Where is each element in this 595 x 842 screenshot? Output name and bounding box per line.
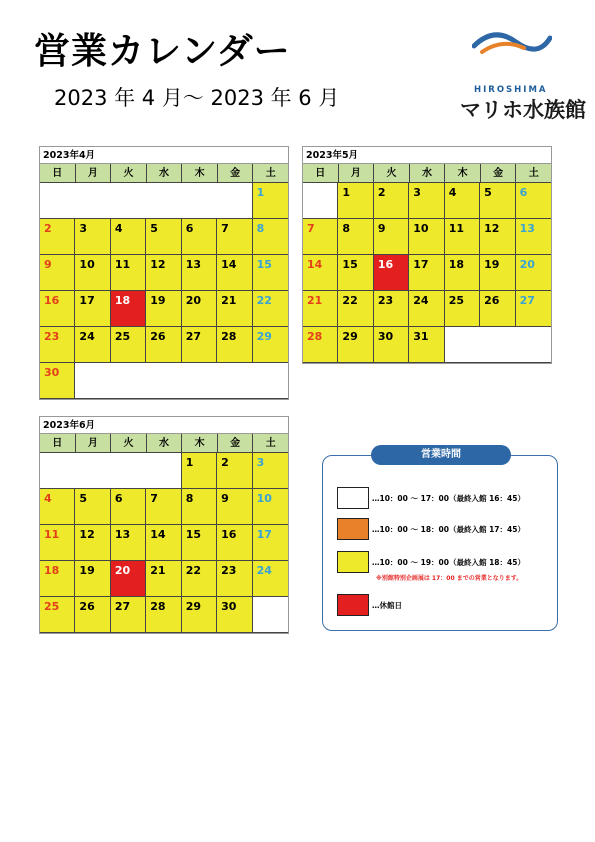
empty-cell — [445, 327, 551, 363]
day-cell: 7 — [146, 489, 181, 525]
weekday-label: 金 — [218, 434, 254, 453]
day-cell: 27 — [182, 327, 217, 363]
calendar-title: 2023年6月 — [40, 417, 288, 434]
day-cell: 10 — [253, 489, 288, 525]
day-cell: 27 — [516, 291, 551, 327]
day-cell: 4 — [445, 183, 480, 219]
day-cell: 24 — [75, 327, 110, 363]
day-cell: 15 — [338, 255, 373, 291]
day-cell: 7 — [217, 219, 252, 255]
day-cell: 23 — [374, 291, 409, 327]
day-cell: 22 — [338, 291, 373, 327]
day-cell: 3 — [253, 453, 288, 489]
logo-subtitle: HIROSHIMA — [474, 85, 548, 95]
day-cell: 23 — [40, 327, 75, 363]
logo-name: マリホ水族館 — [460, 98, 586, 122]
legend-text: …10：00 ～ 18：00（最終入館 17：45） — [372, 524, 525, 534]
calendar-april — [39, 146, 289, 400]
page-title: 営業カレンダー — [34, 31, 291, 72]
day-cell: 8 — [253, 219, 288, 255]
day-cell: 12 — [480, 219, 515, 255]
day-cell: 11 — [445, 219, 480, 255]
weekday-label: 月 — [76, 434, 112, 453]
weekday-label: 土 — [253, 434, 288, 453]
day-cell: 14 — [146, 525, 181, 561]
day-cell: 26 — [480, 291, 515, 327]
day-cell: 9 — [217, 489, 252, 525]
weekday-label: 土 — [516, 164, 551, 183]
day-cell: 2 — [40, 219, 75, 255]
day-cell: 21 — [217, 291, 252, 327]
weekday-label: 月 — [339, 164, 375, 183]
day-cell: 5 — [480, 183, 515, 219]
day-cell-closed: 18 — [111, 291, 146, 327]
day-cell: 28 — [146, 597, 181, 633]
weekday-label: 水 — [147, 434, 183, 453]
day-cell: 18 — [40, 561, 75, 597]
day-cell: 13 — [111, 525, 146, 561]
day-cell: 17 — [75, 291, 110, 327]
legend-item — [337, 594, 402, 616]
day-cell: 19 — [480, 255, 515, 291]
day-cell: 12 — [146, 255, 181, 291]
wave-icon — [472, 30, 552, 54]
day-cell: 25 — [40, 597, 75, 633]
day-cell: 25 — [445, 291, 480, 327]
day-cell-closed: 20 — [111, 561, 146, 597]
empty-cell — [303, 183, 338, 219]
day-cell: 1 — [253, 183, 288, 219]
day-cell: 23 — [217, 561, 252, 597]
day-cell: 19 — [146, 291, 181, 327]
empty-cell — [40, 183, 253, 219]
day-cell: 30 — [217, 597, 252, 633]
calendar-may — [302, 146, 552, 364]
day-cell: 29 — [253, 327, 288, 363]
day-cell: 12 — [75, 525, 110, 561]
weekday-label: 日 — [40, 434, 76, 453]
legend-item — [337, 518, 525, 540]
business-hours-legend — [322, 449, 558, 631]
day-cell: 30 — [374, 327, 409, 363]
empty-cell — [40, 453, 182, 489]
weekday-label: 月 — [76, 164, 112, 183]
day-cell: 28 — [303, 327, 338, 363]
legend-item — [337, 487, 525, 509]
day-cell: 6 — [182, 219, 217, 255]
weekday-label: 日 — [40, 164, 76, 183]
day-cell: 28 — [217, 327, 252, 363]
day-cell: 16 — [40, 291, 75, 327]
day-cell: 18 — [445, 255, 480, 291]
day-cell: 31 — [409, 327, 444, 363]
calendar-grid — [303, 183, 551, 363]
day-cell: 16 — [217, 525, 252, 561]
day-cell: 27 — [111, 597, 146, 633]
day-cell: 21 — [303, 291, 338, 327]
legend-title: 営業時間 — [371, 445, 511, 465]
day-cell: 10 — [75, 255, 110, 291]
legend-text: …10：00 ～ 17：00（最終入館 16：45） — [372, 493, 525, 503]
legend-swatch — [337, 594, 369, 616]
day-cell: 17 — [409, 255, 444, 291]
empty-cell — [75, 363, 288, 399]
weekday-header — [40, 164, 288, 183]
day-cell: 25 — [111, 327, 146, 363]
day-cell: 14 — [303, 255, 338, 291]
weekday-header — [303, 164, 551, 183]
weekday-label: 土 — [253, 164, 288, 183]
calendar-title: 2023年5月 — [303, 147, 551, 164]
weekday-label: 日 — [303, 164, 339, 183]
day-cell: 1 — [338, 183, 373, 219]
calendar-period: 2023 年 4 月～ 2023 年 6 月 — [54, 86, 340, 110]
legend-note: ※別館特別企画展は 17：00 までの営業となります。 — [376, 575, 523, 582]
day-cell: 5 — [146, 219, 181, 255]
weekday-label: 火 — [111, 164, 147, 183]
day-cell: 10 — [409, 219, 444, 255]
weekday-label: 火 — [111, 434, 147, 453]
day-cell: 29 — [338, 327, 373, 363]
legend-swatch — [337, 487, 369, 509]
day-cell: 22 — [182, 561, 217, 597]
day-cell: 11 — [111, 255, 146, 291]
day-cell: 14 — [217, 255, 252, 291]
day-cell: 15 — [182, 525, 217, 561]
day-cell: 3 — [409, 183, 444, 219]
day-cell: 9 — [40, 255, 75, 291]
day-cell: 24 — [253, 561, 288, 597]
day-cell: 8 — [182, 489, 217, 525]
weekday-label: 火 — [374, 164, 410, 183]
day-cell: 30 — [40, 363, 75, 399]
day-cell: 1 — [182, 453, 217, 489]
day-cell: 3 — [75, 219, 110, 255]
day-cell: 24 — [409, 291, 444, 327]
day-cell: 6 — [516, 183, 551, 219]
day-cell: 7 — [303, 219, 338, 255]
day-cell: 11 — [40, 525, 75, 561]
weekday-label: 水 — [410, 164, 446, 183]
day-cell: 15 — [253, 255, 288, 291]
calendar-title: 2023年4月 — [40, 147, 288, 164]
day-cell: 6 — [111, 489, 146, 525]
day-cell: 22 — [253, 291, 288, 327]
day-cell: 4 — [111, 219, 146, 255]
day-cell: 21 — [146, 561, 181, 597]
legend-text: …10：00 ～ 19：00（最終入館 18：45） — [372, 557, 525, 567]
day-cell: 19 — [75, 561, 110, 597]
day-cell: 8 — [338, 219, 373, 255]
day-cell: 2 — [374, 183, 409, 219]
day-cell: 20 — [182, 291, 217, 327]
calendar-june — [39, 416, 289, 634]
calendar-grid — [40, 453, 288, 633]
legend-swatch — [337, 551, 369, 573]
weekday-label: 水 — [147, 164, 183, 183]
day-cell: 26 — [75, 597, 110, 633]
day-cell: 29 — [182, 597, 217, 633]
day-cell: 13 — [516, 219, 551, 255]
weekday-label: 木 — [445, 164, 481, 183]
day-cell: 9 — [374, 219, 409, 255]
legend-item — [337, 551, 525, 573]
day-cell-closed: 16 — [374, 255, 409, 291]
calendar-grid — [40, 183, 288, 399]
legend-swatch — [337, 518, 369, 540]
day-cell: 20 — [516, 255, 551, 291]
weekday-label: 金 — [218, 164, 254, 183]
day-cell: 4 — [40, 489, 75, 525]
day-cell: 5 — [75, 489, 110, 525]
empty-cell — [253, 597, 288, 633]
day-cell: 17 — [253, 525, 288, 561]
day-cell: 13 — [182, 255, 217, 291]
weekday-header — [40, 434, 288, 453]
aquarium-logo — [450, 30, 586, 122]
day-cell: 26 — [146, 327, 181, 363]
legend-text: …休館日 — [372, 600, 402, 610]
day-cell: 2 — [217, 453, 252, 489]
weekday-label: 金 — [481, 164, 517, 183]
weekday-label: 木 — [182, 164, 218, 183]
weekday-label: 木 — [182, 434, 218, 453]
